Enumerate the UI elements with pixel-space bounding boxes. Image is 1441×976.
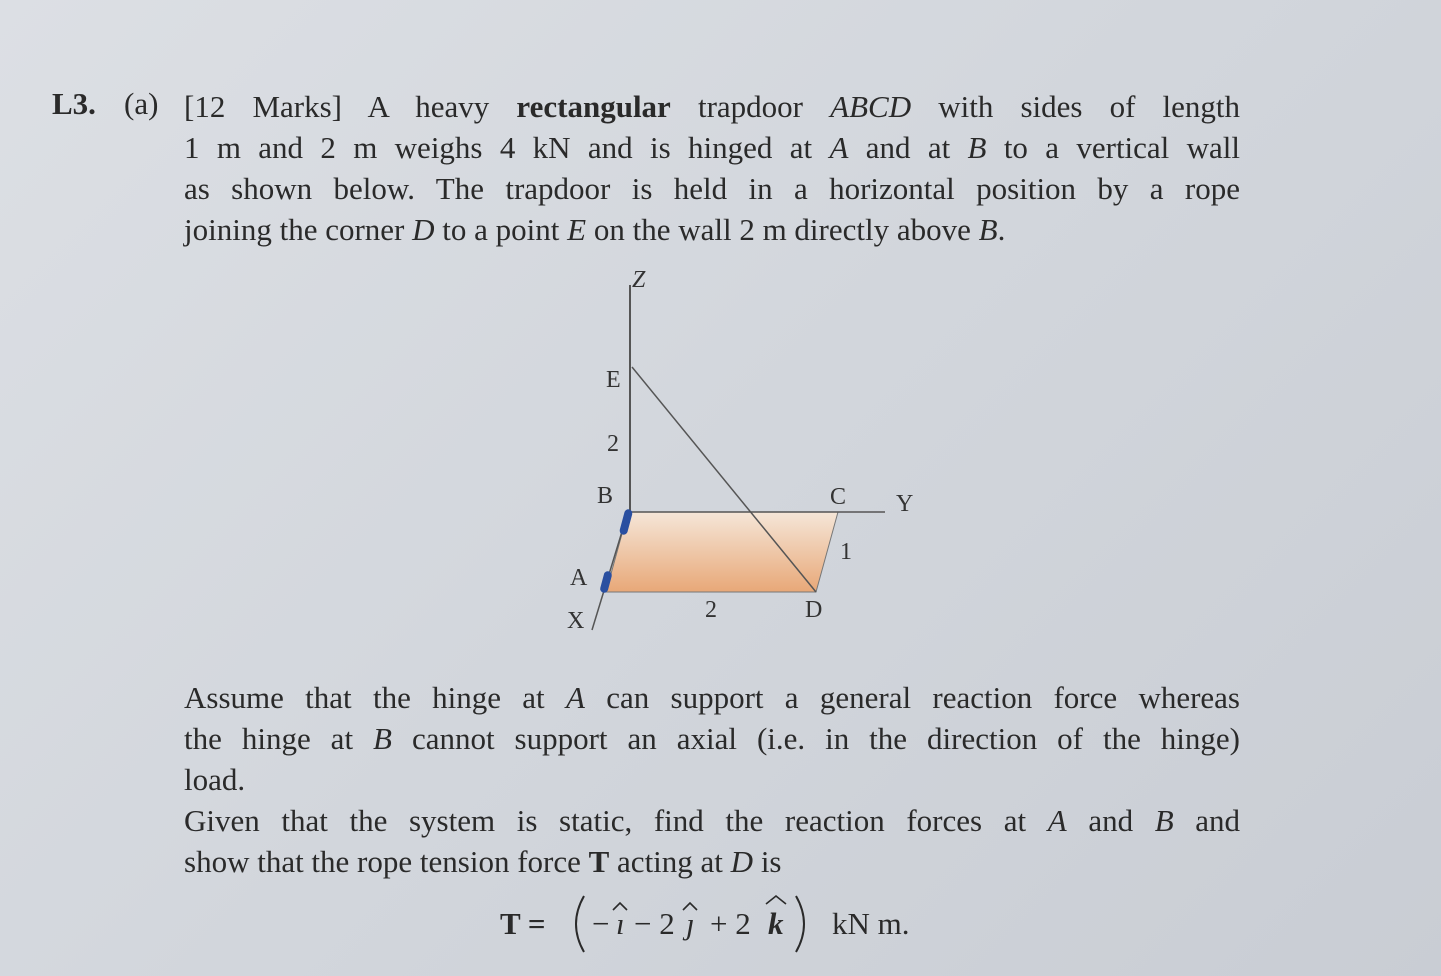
tension-formula bbox=[500, 890, 960, 960]
trapdoor-plate bbox=[606, 512, 838, 592]
label-a: A bbox=[570, 565, 588, 591]
intro-line-4: joining the corner D to a point E on the wall 2 m directly above B. bbox=[184, 212, 1006, 247]
assume-line-1: Assume that the hinge at A can support a general reaction force whereas bbox=[184, 680, 1240, 715]
formula-j-coef: − 2 bbox=[634, 906, 675, 941]
marks-label: [12 Marks] bbox=[184, 89, 342, 124]
formula-lhs: T = bbox=[500, 906, 546, 941]
formula-k-coef: + 2 bbox=[710, 906, 751, 941]
unit-vector-i: ı bbox=[616, 906, 625, 941]
intro-line-2: 1 m and 2 m weighs 4 kN and is hinged at A and at B to a vertical wall bbox=[184, 130, 1241, 165]
assume-line-3: load. bbox=[184, 762, 246, 797]
label-y: Y bbox=[896, 491, 914, 517]
unit-vector-k: k bbox=[768, 906, 784, 941]
given-paragraph bbox=[184, 800, 1240, 882]
label-d: D bbox=[805, 597, 823, 623]
label-c: C bbox=[830, 484, 847, 510]
hat-k bbox=[766, 896, 786, 904]
intro-line-3: as shown below. The trapdoor is held in a horizontal position by a rope bbox=[184, 171, 1240, 206]
formula-i-coef: − bbox=[592, 906, 610, 941]
label-2-horizontal: 2 bbox=[705, 597, 717, 623]
label-x: X bbox=[567, 608, 585, 634]
label-b: B bbox=[597, 483, 614, 509]
given-line-1: Given that the system is static, find the reaction forces at A and B and bbox=[184, 803, 1241, 838]
unit-vector-j: ȷ bbox=[686, 906, 695, 941]
left-paren bbox=[576, 896, 584, 952]
formula-units: kN m. bbox=[832, 906, 910, 941]
assumption-paragraph bbox=[184, 677, 1240, 800]
question-number: L3. bbox=[52, 86, 96, 121]
given-line-2: show that the rope tension force T acting at D is bbox=[184, 844, 782, 879]
question-intro bbox=[184, 86, 1240, 250]
label-z: Z bbox=[632, 267, 646, 293]
keyword-rectangular: rectangular bbox=[516, 89, 671, 124]
label-e: E bbox=[606, 367, 621, 393]
symbol-abcd: ABCD bbox=[830, 89, 912, 124]
question-part: (a) bbox=[124, 86, 159, 121]
label-2-vertical: 2 bbox=[607, 431, 619, 457]
intro-line-1: [12 Marks] A heavy rectangular trapdoor ABCD with sides of length bbox=[184, 89, 1241, 124]
symbol-t: T bbox=[588, 844, 610, 879]
assume-line-2: the hinge at B cannot support an axial (i.e. in the direction of the hinge) bbox=[184, 721, 1240, 756]
trapdoor-diagram bbox=[540, 255, 960, 655]
label-1: 1 bbox=[840, 539, 852, 565]
right-paren bbox=[796, 896, 804, 952]
